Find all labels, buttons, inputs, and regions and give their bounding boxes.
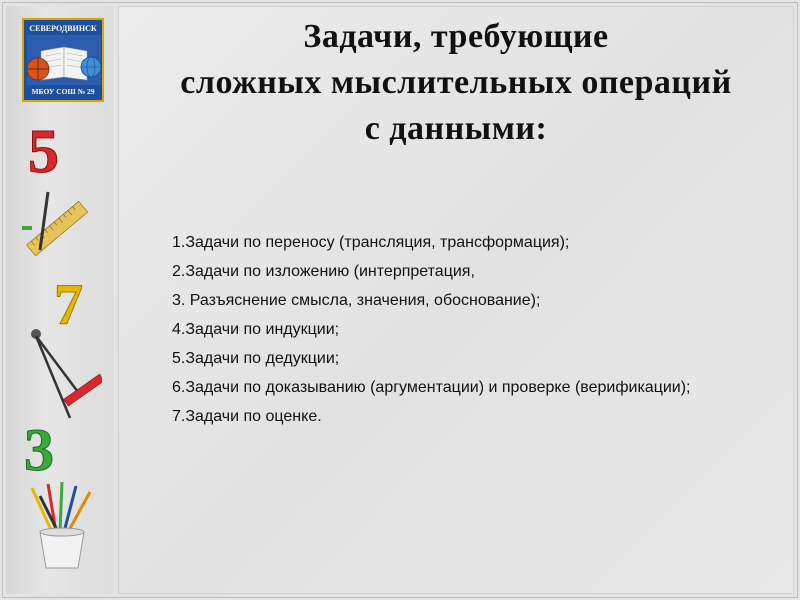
pencil-cup-icon xyxy=(22,480,102,572)
list-item: 3. Разъяснение смысла, значения, обоснование); xyxy=(172,292,541,309)
list-item: 1.Задачи по переносу (трансляция, трансформация); xyxy=(172,234,570,251)
list-item: 2.Задачи по изложению (интерпретация, xyxy=(172,263,475,280)
list-item: 6.Задачи по доказыванию (аргументации) и проверке (верификации); xyxy=(172,379,691,396)
digit-seven-decor xyxy=(52,272,98,330)
task-list xyxy=(172,228,800,431)
emblem-top-text: СЕВЕРОДВИНСК xyxy=(27,23,99,35)
digit-three-decor xyxy=(22,416,72,476)
book-globe-ball-icon xyxy=(27,35,101,85)
slide-title xyxy=(118,14,794,152)
list-item: 7.Задачи по оценке. xyxy=(172,408,322,425)
school-emblem xyxy=(22,18,104,102)
compass-icon xyxy=(22,326,102,422)
emblem-bottom-text: МБОУ СОШ № 29 xyxy=(31,87,95,96)
title-line-2: сложных мыслительных операций xyxy=(180,64,732,101)
title-line-3: с данными: xyxy=(364,110,548,147)
list-item: 4.Задачи по индукции; xyxy=(172,321,340,338)
list-item: 5.Задачи по дедукции; xyxy=(172,350,340,367)
title-line-1: Задачи, требующие xyxy=(303,18,609,55)
digit-three-text: 3 xyxy=(24,417,54,476)
digit-five-decor xyxy=(24,118,76,180)
ruler-pencil-icon xyxy=(18,188,96,272)
digit-seven-text: 7 xyxy=(54,272,83,330)
digit-five-text: 5 xyxy=(28,118,59,180)
